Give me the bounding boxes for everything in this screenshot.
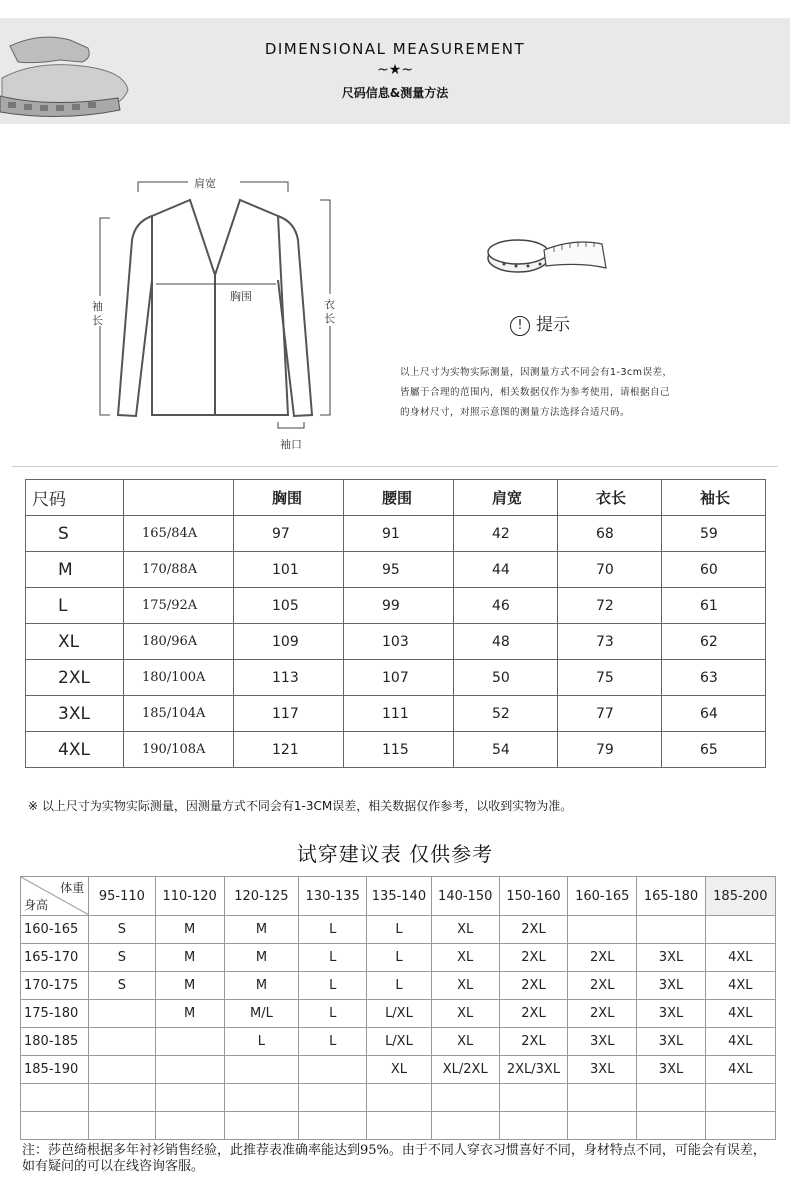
suggested-size-cell (224, 1056, 298, 1084)
suggested-size-cell: M/L (224, 1000, 298, 1028)
measurement-cell: 75 (558, 660, 662, 696)
suggested-size-cell (431, 1112, 499, 1140)
suggested-size-cell: 2XL (499, 972, 567, 1000)
suggested-size-cell: L (367, 916, 431, 944)
suggested-size-cell: 2XL/3XL (499, 1056, 567, 1084)
height-range-cell: 160-165 (21, 916, 89, 944)
measurement-cell: 99 (344, 588, 454, 624)
suggested-size-cell (89, 1028, 155, 1056)
suggested-size-cell (299, 1112, 367, 1140)
suggested-size-cell: 2XL (568, 972, 637, 1000)
measurement-cell: 63 (662, 660, 766, 696)
size-cell: 4XL (26, 732, 124, 768)
suggested-size-cell (155, 1056, 224, 1084)
suggested-size-cell: XL (367, 1056, 431, 1084)
suggested-size-cell: 3XL (568, 1056, 637, 1084)
measurement-cell: 111 (344, 696, 454, 732)
size-cell: L (26, 588, 124, 624)
weight-range-header: 150-160 (499, 877, 567, 916)
header-title: DIMENSIONAL MEASUREMENT (264, 40, 526, 58)
column-header: 衣长 (558, 480, 662, 516)
measurement-cell: 180/100A (124, 660, 234, 696)
size-row (26, 660, 766, 696)
suggested-size-cell (89, 1000, 155, 1028)
suggested-size-cell: 3XL (637, 1000, 705, 1028)
weight-range-header: 140-150 (431, 877, 499, 916)
suggested-size-cell (568, 916, 637, 944)
column-header: 袖长 (662, 480, 766, 516)
weight-range-header: 110-120 (155, 877, 224, 916)
suggested-size-cell: XL/2XL (431, 1056, 499, 1084)
measurement-cell: 68 (558, 516, 662, 552)
sleeve-length-label: 袖长 (92, 300, 103, 327)
garment-diagram (90, 170, 350, 460)
measurement-cell: 59 (662, 516, 766, 552)
weight-range-header: 165-180 (637, 877, 705, 916)
tip-heading (510, 310, 570, 336)
suggested-size-cell: XL (431, 1000, 499, 1028)
tip-line: 的身材尺寸，对照示意图的测量方法选择合适尺码。 (400, 407, 631, 418)
size-cell: XL (26, 624, 124, 660)
measurement-cell: 73 (558, 624, 662, 660)
column-header: 肩宽 (454, 480, 558, 516)
measurement-cell: 79 (558, 732, 662, 768)
suggested-size-cell: M (155, 916, 224, 944)
suggested-size-cell: 2XL (499, 944, 567, 972)
shoulder-width-label: 肩宽 (194, 177, 216, 190)
measurement-cell: 165/84A (124, 516, 234, 552)
size-row (26, 552, 766, 588)
size-chart-table (25, 479, 766, 768)
suggested-size-cell: L (224, 1028, 298, 1056)
size-row (26, 732, 766, 768)
weight-range-header: 135-140 (367, 877, 431, 916)
weight-range-header: 130-135 (299, 877, 367, 916)
suggested-size-cell: S (89, 916, 155, 944)
measurement-cell: 54 (454, 732, 558, 768)
measurement-cell: 101 (234, 552, 344, 588)
suggested-size-cell: L (367, 944, 431, 972)
weight-range-header: 95-110 (89, 877, 155, 916)
weight-range-header: 185-200 (705, 877, 775, 916)
measurement-cell: 95 (344, 552, 454, 588)
measurement-cell: 42 (454, 516, 558, 552)
divider (12, 466, 778, 467)
suggested-size-cell (89, 1084, 155, 1112)
suggested-size-cell (299, 1084, 367, 1112)
size-row (26, 624, 766, 660)
fit-row (21, 1028, 776, 1056)
fit-row (21, 1084, 776, 1112)
measurement-cell: 185/104A (124, 696, 234, 732)
suggested-size-cell: 2XL (499, 916, 567, 944)
suggested-size-cell: 2XL (499, 1000, 567, 1028)
suggested-size-cell: 4XL (705, 944, 775, 972)
size-cell: M (26, 552, 124, 588)
measurement-cell: 46 (454, 588, 558, 624)
chest-label: 胸围 (230, 290, 252, 303)
suggested-size-cell (89, 1056, 155, 1084)
measurement-cell: 64 (662, 696, 766, 732)
size-note: ※ 以上尺寸为实物实际测量，因测量方式不同会有1-3CM误差，相关数据仅作参考，以收到实物为准。 (28, 799, 573, 813)
height-range-cell (21, 1084, 89, 1112)
suggested-size-cell: 4XL (705, 1028, 775, 1056)
measurement-cell: 109 (234, 624, 344, 660)
suggested-size-cell: 4XL (705, 1000, 775, 1028)
measurement-cell: 97 (234, 516, 344, 552)
size-table-header (26, 480, 766, 516)
measurement-cell: 61 (662, 588, 766, 624)
height-range-cell (21, 1112, 89, 1140)
suggested-size-cell (568, 1084, 637, 1112)
suggested-size-cell: 2XL (568, 944, 637, 972)
measurement-cell: 48 (454, 624, 558, 660)
suggested-size-cell: M (155, 1000, 224, 1028)
suggested-size-cell (367, 1112, 431, 1140)
suggested-size-cell (705, 1112, 775, 1140)
size-cell: 3XL (26, 696, 124, 732)
suggested-size-cell: M (224, 972, 298, 1000)
size-row (26, 588, 766, 624)
measurement-cell: 60 (662, 552, 766, 588)
measurement-cell: 113 (234, 660, 344, 696)
fit-row (21, 972, 776, 1000)
header-ornament: ~★~ (376, 62, 413, 78)
suggested-size-cell: M (155, 972, 224, 1000)
suggested-size-cell: XL (431, 1028, 499, 1056)
height-range-cell: 170-175 (21, 972, 89, 1000)
suggested-size-cell: 3XL (637, 972, 705, 1000)
measurement-cell: 62 (662, 624, 766, 660)
measurement-cell: 77 (558, 696, 662, 732)
measurement-cell: 175/92A (124, 588, 234, 624)
measurement-cell: 107 (344, 660, 454, 696)
tip-line: 以上尺寸为实物实际测量，因测量方式不同会有1-3cm误差， (400, 367, 673, 378)
height-range-cell: 180-185 (21, 1028, 89, 1056)
header-subtitle: 尺码信息&测量方法 (341, 86, 449, 100)
suggested-size-cell: 4XL (705, 972, 775, 1000)
suggested-size-cell (89, 1112, 155, 1140)
footer-note: 注：莎芭绮根据多年衬衫销售经验，此推荐表准确率能达到95%。由于不同人穿衣习惯喜好不同，身材特点不同，可能会有误差，如有疑问的可以在线咨询客服。 (22, 1143, 766, 1174)
weight-axis-label: 体重 (60, 881, 85, 895)
suggested-size-cell (224, 1084, 298, 1112)
suggested-size-cell: M (224, 944, 298, 972)
measurement-cell: 70 (558, 552, 662, 588)
tip-title: 提示 (536, 315, 570, 335)
suggested-size-cell (637, 1112, 705, 1140)
measurement-cell: 115 (344, 732, 454, 768)
weight-range-header: 160-165 (568, 877, 637, 916)
fit-row (21, 1000, 776, 1028)
suggested-size-cell: S (89, 944, 155, 972)
cuff-label: 袖口 (280, 438, 302, 451)
fit-table-title: 试穿建议表 仅供参考 (296, 842, 494, 866)
fit-row (21, 944, 776, 972)
measurement-cell: 103 (344, 624, 454, 660)
suggested-size-cell: 2XL (499, 1028, 567, 1056)
height-range-cell: 165-170 (21, 944, 89, 972)
tip-text (400, 363, 780, 423)
suggested-size-cell: M (224, 916, 298, 944)
fit-row (21, 1056, 776, 1084)
suggested-size-cell: 2XL (568, 1000, 637, 1028)
suggested-size-cell: L (299, 1000, 367, 1028)
suggested-size-cell (499, 1112, 567, 1140)
warning-icon: ! (510, 316, 530, 336)
suggested-size-cell: L (299, 916, 367, 944)
suggested-size-cell (705, 916, 775, 944)
suggested-size-cell: M (155, 944, 224, 972)
fit-suggestion-table (20, 876, 776, 1140)
suggested-size-cell: L (299, 972, 367, 1000)
measurement-cell: 180/96A (124, 624, 234, 660)
suggested-size-cell: S (89, 972, 155, 1000)
measurement-cell: 121 (234, 732, 344, 768)
suggested-size-cell (224, 1112, 298, 1140)
suggested-size-cell (155, 1084, 224, 1112)
suggested-size-cell (637, 916, 705, 944)
suggested-size-cell (637, 1084, 705, 1112)
suggested-size-cell: XL (431, 916, 499, 944)
suggested-size-cell: XL (431, 972, 499, 1000)
suggested-size-cell: L (367, 972, 431, 1000)
measurement-cell: 117 (234, 696, 344, 732)
fit-row (21, 916, 776, 944)
header-banner (0, 18, 790, 124)
height-range-cell: 185-190 (21, 1056, 89, 1084)
size-row (26, 696, 766, 732)
suggested-size-cell (155, 1028, 224, 1056)
suggested-size-cell (431, 1084, 499, 1112)
suggested-size-cell: 3XL (637, 1028, 705, 1056)
suggested-size-cell: 3XL (637, 1056, 705, 1084)
measurement-cell: 65 (662, 732, 766, 768)
weight-range-header: 120-125 (224, 877, 298, 916)
suggested-size-cell: 3XL (637, 944, 705, 972)
tape-measure-icon (484, 228, 616, 280)
suggested-size-cell (299, 1056, 367, 1084)
column-header: 腰围 (344, 480, 454, 516)
suggested-size-cell: L (299, 944, 367, 972)
suggested-size-cell (705, 1084, 775, 1112)
suggested-size-cell: 3XL (568, 1028, 637, 1056)
suggested-size-cell (568, 1112, 637, 1140)
suggested-size-cell (367, 1084, 431, 1112)
suggested-size-cell: L/XL (367, 1000, 431, 1028)
column-header (124, 480, 234, 516)
measurement-cell: 190/108A (124, 732, 234, 768)
corner-cell (21, 877, 89, 916)
height-axis-label: 身高 (24, 898, 49, 912)
suggested-size-cell: L/XL (367, 1028, 431, 1056)
size-cell: 2XL (26, 660, 124, 696)
column-header: 尺码 (26, 480, 124, 516)
garment-length-label: 衣长 (324, 298, 335, 325)
suggested-size-cell: XL (431, 944, 499, 972)
measurement-cell: 50 (454, 660, 558, 696)
suggested-size-cell (155, 1112, 224, 1140)
measurement-cell: 105 (234, 588, 344, 624)
shirt-outline (90, 170, 350, 460)
suggested-size-cell (499, 1084, 567, 1112)
size-row (26, 516, 766, 552)
size-cell: S (26, 516, 124, 552)
suggested-size-cell: L (299, 1028, 367, 1056)
measurement-cell: 72 (558, 588, 662, 624)
measurement-cell: 170/88A (124, 552, 234, 588)
fit-row (21, 1112, 776, 1140)
suggested-size-cell: 4XL (705, 1056, 775, 1084)
measurement-cell: 52 (454, 696, 558, 732)
measurement-cell: 91 (344, 516, 454, 552)
column-header: 胸围 (234, 480, 344, 516)
tip-line: 皆屬于合理的范围内，相关数据仅作为参考使用，请根据自己 (400, 387, 671, 398)
measurement-cell: 44 (454, 552, 558, 588)
fit-table-header (21, 877, 776, 916)
height-range-cell: 175-180 (21, 1000, 89, 1028)
